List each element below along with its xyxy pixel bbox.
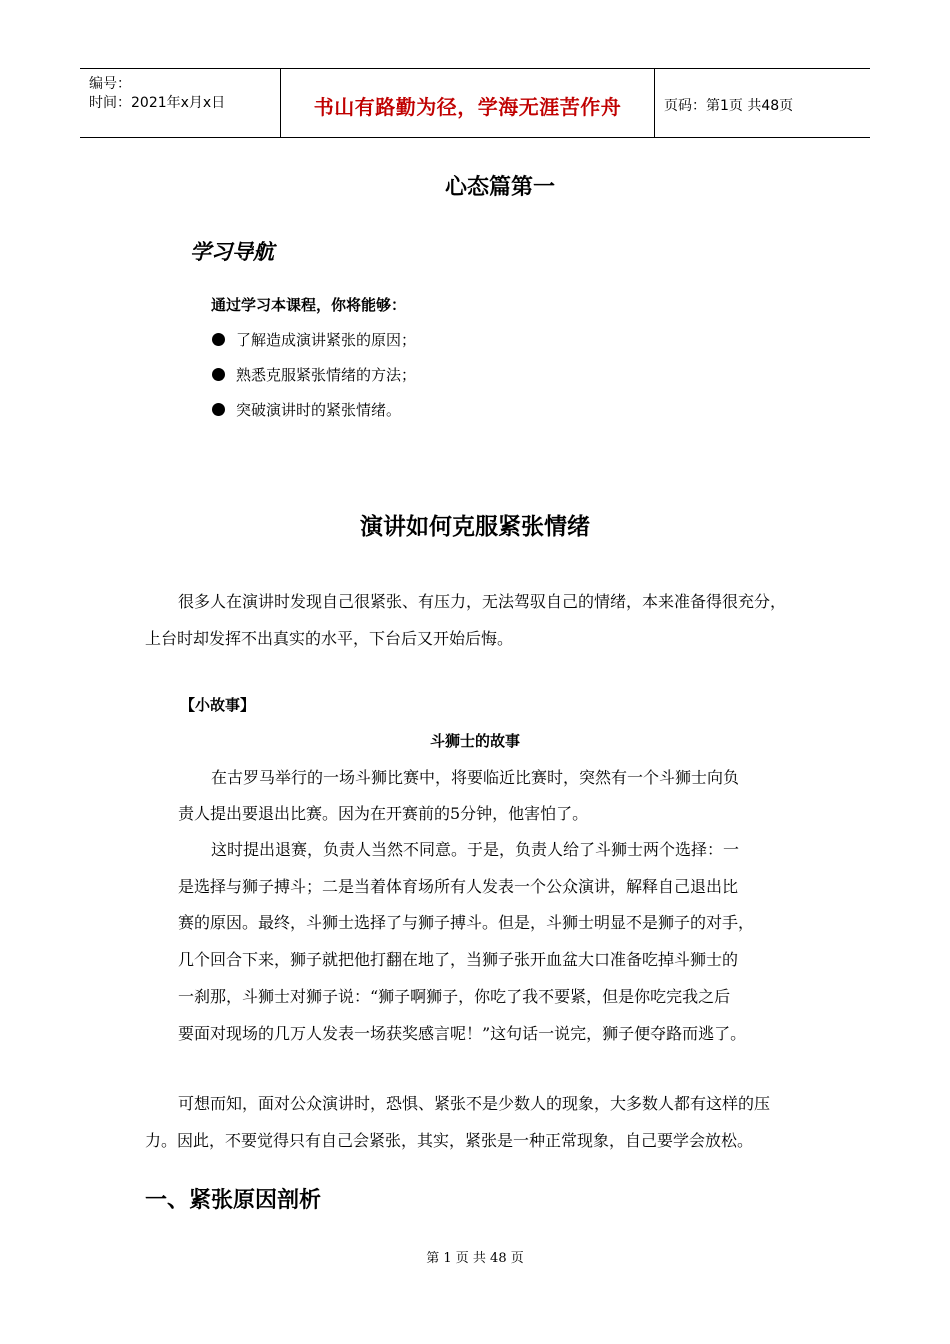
story-line: 是选择与狮子搏斗；二是当着体育场所有人发表一个公众演讲，解释自己退出比	[178, 877, 739, 896]
story-tag: 【小故事】	[180, 696, 256, 714]
date-line: 时间：2021年x月x日	[89, 95, 226, 111]
story-line: 在古罗马举行的一场斗狮比赛中，将要临近比赛时，突然有一个斗狮士向负	[211, 768, 740, 787]
header-motto-cell	[280, 69, 655, 137]
story-line: 责人提出要退出比赛。因为在开赛前的5分钟，他害怕了。	[178, 804, 589, 823]
conclusion-line: 力。因此，不要觉得只有自己会紧张，其实，紧张是一种正常现象，自己要学会放松。	[145, 1131, 754, 1150]
story-line: 几个回合下来，狮子就把他打翻在地了，当狮子张开血盆大口准备吃掉斗狮士的	[178, 950, 739, 969]
page-footer: 第 1 页 共 48 页	[426, 1251, 524, 1266]
chapter-title: 心态篇第一	[444, 175, 555, 200]
conclusion-line: 可想而知，面对公众演讲时，恐惧、紧张不是少数人的现象，大多数人都有这样的压	[178, 1094, 771, 1113]
bullet-text: 了解造成演讲紧张的原因；	[236, 331, 417, 349]
guide-heading: 学习导航	[190, 240, 274, 264]
opening-line: 上台时却发挥不出真实的水平，下台后又开始后悔。	[145, 629, 514, 648]
story-line: 赛的原因。最终，斗狮士选择了与狮子搏斗。但是，斗狮士明显不是狮子的对手，	[178, 913, 755, 932]
header-table	[80, 68, 870, 138]
bullet-icon	[212, 333, 225, 346]
serial-label: 编号：	[89, 76, 131, 92]
bullet-text: 突破演讲时的紧张情绪。	[236, 401, 402, 419]
story-line: 要面对现场的几万人发表一场获奖感言呢！”这句话一说完，狮子便夺路而逃了。	[178, 1024, 747, 1043]
story-title: 斗狮士的故事	[429, 732, 520, 750]
guide-intro: 通过学习本课程，你将能够：	[211, 296, 407, 314]
bullet-icon	[212, 368, 225, 381]
bullet-item	[212, 364, 416, 385]
heading-one: 一、紧张原因剖析	[145, 1188, 322, 1213]
bullet-item	[212, 329, 416, 350]
story-line: 一刹那，斗狮士对狮子说：“狮子啊狮子，你吃了我不要紧，但是你吃完我之后	[178, 987, 731, 1006]
section-title: 演讲如何克服紧张情绪	[360, 514, 590, 540]
header-left-cell	[80, 69, 280, 137]
motto-text: 书山有路勤为径，学海无涯苦作舟	[313, 95, 622, 119]
header-right-cell	[654, 69, 870, 137]
bullet-icon	[212, 403, 225, 416]
bullet-text: 熟悉克服紧张情绪的方法；	[236, 366, 417, 384]
page-info: 页码：第1页 共48页	[664, 98, 794, 114]
opening-line: 很多人在演讲时发现自己很紧张、有压力，无法驾驭自己的情绪，本来准备得很充分，	[178, 592, 787, 611]
story-line: 这时提出退赛，负责人当然不同意。于是，负责人给了斗狮士两个选择：一	[211, 840, 740, 859]
bullet-item	[212, 399, 401, 420]
